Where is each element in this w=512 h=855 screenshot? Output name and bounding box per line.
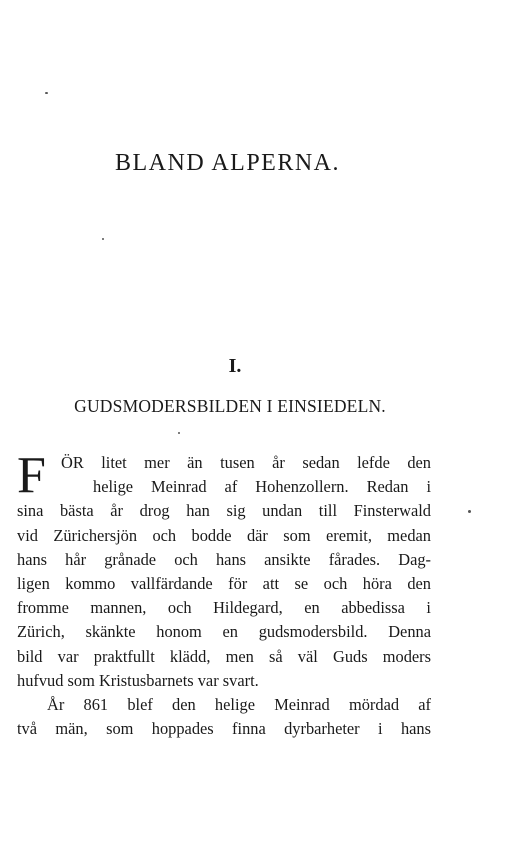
text-line: fromme mannen, och Hildegard, en abbedissa i — [17, 598, 431, 618]
print-speck — [178, 432, 180, 434]
text-line: ligen kommo vallfärdande för att se och höra den — [17, 574, 431, 594]
drop-cap: F — [17, 447, 46, 504]
text-line: vid Zürichersjön och bodde där som eremit, medan — [17, 525, 431, 545]
text-line: helige Meinrad af Hohenzollern. Redan i — [93, 477, 431, 497]
print-speck — [468, 510, 471, 513]
print-speck — [102, 238, 104, 240]
text-line: År 861 blef den helige Meinrad mördad af — [47, 695, 431, 715]
chapter-number: I. — [228, 355, 242, 377]
body-text — [17, 447, 431, 741]
text-line: Zürich, skänkte honom en gudsmodersbild. Denna — [17, 622, 431, 642]
text-line: sina bästa år drog han sig undan till Finsterwald — [17, 501, 431, 521]
text-line: två män, som hoppades finna dyrbarheter i hans — [17, 719, 431, 739]
chapter-title: GUDSMODERSBILDEN I EINSIEDELN. — [74, 396, 386, 416]
book-title: BLAND ALPERNA. — [114, 150, 340, 176]
text-line: hufvud som Kristusbarnets var svart. — [17, 670, 259, 690]
text-line: bild var praktfullt klädd, men så väl Guds moders — [17, 646, 431, 666]
text-line: hans hår grånade och hans ansikte fårades. Dag- — [17, 549, 431, 569]
print-speck — [45, 92, 48, 94]
text-line: ÖR litet mer än tusen år sedan lefde den — [61, 453, 431, 472]
